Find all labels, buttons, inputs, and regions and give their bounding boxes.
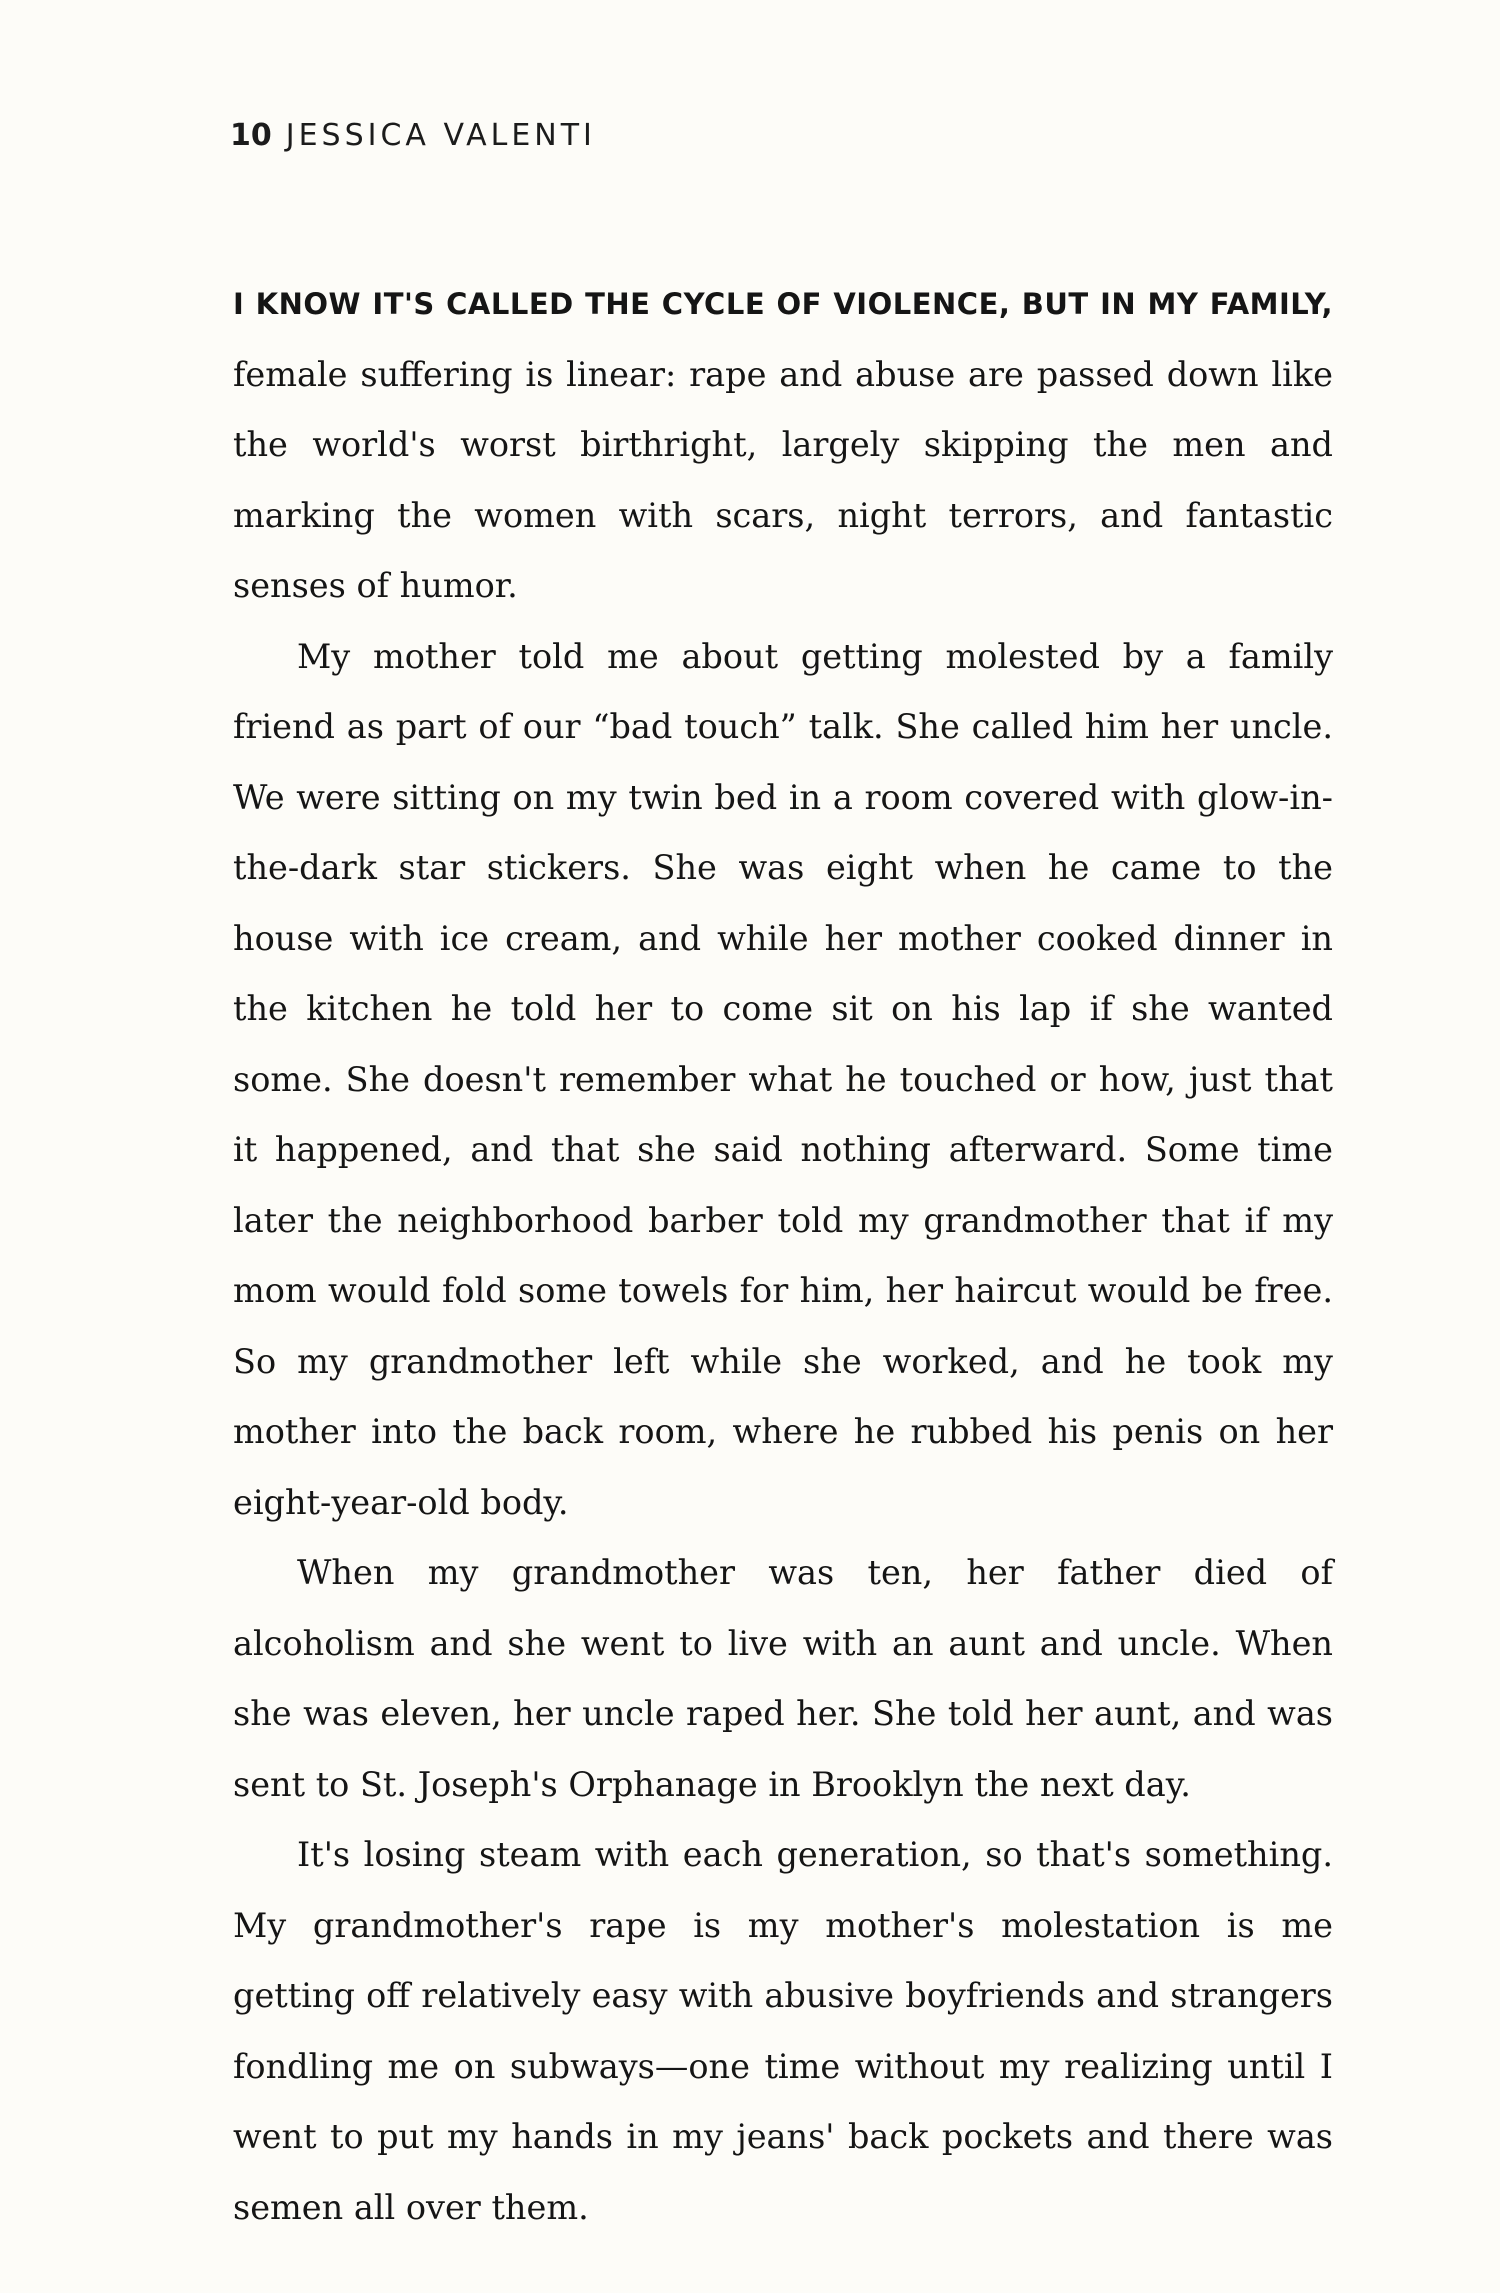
paragraph-2: My mother told me about getting molested by a family friend as part of our “bad touch” talk. She called him her uncle. We were sitting on my twin bed in a room covered with glow-in-the-dark star stickers. She was eight when he came to the house with ice cream, and while her mother cooked dinner in the kitchen he told her to come sit on his lap if she wanted some. She doesn't remember what he touched or how, just that it happened, and that she said nothing afterward. Some time later the neighborhood barber told my grandmother that if my mom would fold some towels for him, her haircut would be free. So my grandmother left while she worked, and he took my mother into the back room, where he rubbed his penis on her eight-year-old body. <box>233 636 1333 1522</box>
paragraph-1-text: female suffering is linear: rape and abuse are passed down like the world's worst birthright, largely skipping the men and marking the women with scars, night terrors, and fantastic senses of humor. <box>233 354 1333 605</box>
page-number: 10 <box>230 118 272 153</box>
paragraph-3: When my grandmother was ten, her father died of alcoholism and she went to live with an aunt and uncle. When she was eleven, her uncle raped her. She told her aunt, and was sent to St. Joseph's Orphanage in Brooklyn the next day. <box>233 1553 1333 1804</box>
running-head <box>230 118 596 153</box>
author-name: JESSICA VALENTI <box>285 118 596 153</box>
paragraph-1 <box>233 268 1333 622</box>
paragraph-4: It's losing steam with each generation, so that's something. My grandmother's rape is my mother's molestation is me getting off relatively easy with abusive boyfriends and strangers fondling me on subways—one time without my realizing until I went to put my hands in my jeans' back pockets and there was semen all over them. <box>233 1835 1333 2227</box>
lead-in: I KNOW IT'S CALLED THE CYCLE OF VIOLENCE, BUT IN MY FAMILY, <box>233 287 1333 321</box>
body-text <box>233 268 1333 2243</box>
